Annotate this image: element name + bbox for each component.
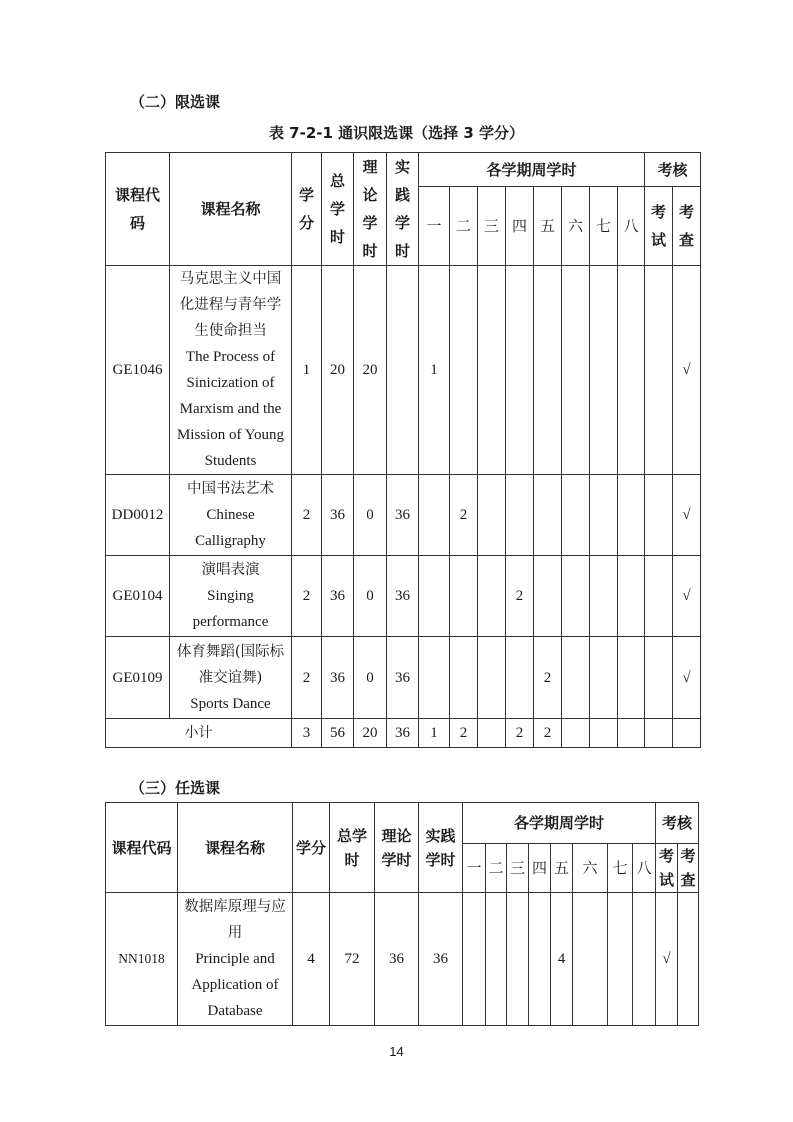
semester-2-hours <box>450 637 478 719</box>
header-semester-3: 三 <box>478 187 506 266</box>
header-total-hours: 总学时 <box>322 153 354 266</box>
exam-mark <box>645 637 673 719</box>
total-hours: 36 <box>322 556 354 637</box>
table-row <box>106 556 701 637</box>
semester-6-hours <box>562 475 590 556</box>
theory-hours: 0 <box>354 475 387 556</box>
semester-8-hours <box>618 556 645 637</box>
course-code: GE0104 <box>106 556 170 637</box>
semester-2-hours: 2 <box>450 475 478 556</box>
header-semester-5: 五 <box>534 187 562 266</box>
check-mark: √ <box>673 475 701 556</box>
course-name-cn: 体育舞蹈(国际标 <box>176 643 285 660</box>
header-semester-2: 二 <box>450 187 478 266</box>
total-hours: 20 <box>322 266 354 475</box>
practice-hours: 36 <box>387 556 419 637</box>
semester-1-hours <box>463 893 486 1026</box>
semester-2-hours <box>450 266 478 475</box>
subtotal-semester-3 <box>478 719 506 748</box>
semester-8-hours <box>618 637 645 719</box>
subtotal-total-hours: 56 <box>322 719 354 748</box>
header-semester-group: 各学期周学时 <box>419 153 645 187</box>
course-name-en: Singing <box>207 588 254 604</box>
table-row <box>106 893 699 1026</box>
total-hours: 36 <box>322 637 354 719</box>
subtotal-semester-2: 2 <box>450 719 478 748</box>
semester-7-hours <box>590 637 618 719</box>
theory-hours: 20 <box>354 266 387 475</box>
course-name-en: Chinese <box>206 507 255 523</box>
header-course-name: 课程名称 <box>170 153 292 266</box>
header-assessment-group: 考核 <box>645 153 701 187</box>
total-hours: 36 <box>322 475 354 556</box>
course-name-en: Sports Dance <box>190 695 271 712</box>
practice-hours: 36 <box>387 637 419 719</box>
credit: 2 <box>292 556 322 637</box>
header-credit: 学分 <box>293 803 330 893</box>
semester-3-hours <box>478 266 506 475</box>
course-name-cn: 数据库原理与应 <box>184 899 286 915</box>
semester-4-hours <box>529 893 551 1026</box>
course-name-cn: 马克思主义中国 <box>179 271 282 287</box>
course-code: DD0012 <box>106 475 170 556</box>
header-semester-1: 一 <box>463 844 486 893</box>
exam-mark <box>645 475 673 556</box>
semester-1-hours <box>419 556 450 637</box>
header-semester-6: 六 <box>573 844 608 893</box>
course-name <box>170 637 292 719</box>
credit: 2 <box>292 637 322 719</box>
semester-3-hours <box>507 893 529 1026</box>
course-name-en: Mission of Young <box>176 427 285 443</box>
semester-6-hours <box>573 893 608 1026</box>
practice-hours <box>387 266 419 475</box>
exam-mark: √ <box>656 893 678 1026</box>
subtotal-semester-5: 2 <box>534 719 562 748</box>
subtotal-label: 小计 <box>106 719 292 748</box>
check-mark: √ <box>673 637 701 719</box>
header-semester-group: 各学期周学时 <box>463 803 656 844</box>
practice-hours: 36 <box>419 893 463 1026</box>
subtotal-semester-6 <box>562 719 590 748</box>
semester-4-hours: 2 <box>506 556 534 637</box>
header-semester-7: 七 <box>590 187 618 266</box>
semester-5-hours <box>534 556 562 637</box>
header-check: 考查 <box>673 187 701 266</box>
header-theory-hours: 理论学时 <box>375 803 419 893</box>
semester-7-hours <box>590 556 618 637</box>
semester-3-hours <box>478 556 506 637</box>
header-check: 考查 <box>678 844 699 893</box>
table-row <box>106 475 701 556</box>
check-mark <box>678 893 699 1026</box>
subtotal-semester-8 <box>618 719 645 748</box>
header-semester-7: 七 <box>608 844 633 893</box>
semester-5-hours: 4 <box>551 893 573 1026</box>
course-name-en: Application of <box>191 977 279 993</box>
course-name-cn: 用 <box>227 925 243 941</box>
header-semester-6: 六 <box>562 187 590 266</box>
header-assessment-group: 考核 <box>656 803 699 844</box>
course-name <box>170 266 292 475</box>
section-heading-restricted-electives: （二）限选课 <box>130 93 221 111</box>
theory-hours: 0 <box>354 556 387 637</box>
course-name-en: Calligraphy <box>195 533 266 549</box>
semester-3-hours <box>478 475 506 556</box>
credit: 4 <box>293 893 330 1026</box>
semester-5-hours: 2 <box>534 637 562 719</box>
header-exam: 考试 <box>656 844 678 893</box>
header-semester-5: 五 <box>551 844 573 893</box>
course-name <box>178 893 293 1026</box>
table-row <box>106 637 701 719</box>
semester-5-hours <box>534 475 562 556</box>
header-semester-4: 四 <box>529 844 551 893</box>
semester-7-hours <box>590 266 618 475</box>
header-exam: 考试 <box>645 187 673 266</box>
subtotal-semester-7 <box>590 719 618 748</box>
free-electives-table <box>105 802 699 1026</box>
semester-7-hours <box>590 475 618 556</box>
header-course-name: 课程名称 <box>178 803 293 893</box>
subtotal-semester-4: 2 <box>506 719 534 748</box>
course-code: GE1046 <box>106 266 170 475</box>
course-name-cn: 准交谊舞) <box>198 669 263 686</box>
header-credit: 学分 <box>292 153 322 266</box>
semester-8-hours <box>618 266 645 475</box>
header-semester-8: 八 <box>618 187 645 266</box>
header-semester-4: 四 <box>506 187 534 266</box>
semester-8-hours <box>633 893 656 1026</box>
course-name-en: performance <box>192 614 269 630</box>
semester-8-hours <box>618 475 645 556</box>
subtotal-check <box>673 719 701 748</box>
course-name-cn: 中国书法艺术 <box>187 481 274 497</box>
course-name-cn: 演唱表演 <box>201 562 260 578</box>
course-name-en: Database <box>207 1003 263 1019</box>
course-name-en: Sinicization of <box>186 375 275 391</box>
semester-1-hours <box>419 475 450 556</box>
table-caption: 表 7-2-1 通识限选课（选择 3 学分） <box>268 124 525 142</box>
course-name <box>170 556 292 637</box>
credit: 2 <box>292 475 322 556</box>
header-semester-8: 八 <box>633 844 656 893</box>
semester-4-hours <box>506 266 534 475</box>
header-semester-2: 二 <box>486 844 507 893</box>
semester-3-hours <box>478 637 506 719</box>
subtotal-theory-hours: 20 <box>354 719 387 748</box>
semester-4-hours <box>506 637 534 719</box>
subtotal-credit: 3 <box>292 719 322 748</box>
check-mark: √ <box>673 266 701 475</box>
exam-mark <box>645 556 673 637</box>
course-name <box>170 475 292 556</box>
section-heading-free-electives: （三）任选课 <box>130 779 221 797</box>
header-practice-hours: 实践学时 <box>387 153 419 266</box>
subtotal-semester-1: 1 <box>419 719 450 748</box>
header-practice-hours: 实践学时 <box>419 803 463 893</box>
header-total-hours: 总学时 <box>330 803 375 893</box>
course-code: GE0109 <box>106 637 170 719</box>
practice-hours: 36 <box>387 475 419 556</box>
semester-6-hours <box>562 637 590 719</box>
header-course-code: 课程代码 <box>106 153 170 266</box>
subtotal-exam <box>645 719 673 748</box>
semester-2-hours <box>450 556 478 637</box>
page-number: 14 <box>389 1044 404 1059</box>
table-row <box>106 266 701 475</box>
restricted-electives-table <box>105 152 701 748</box>
semester-4-hours <box>506 475 534 556</box>
header-semester-3: 三 <box>507 844 529 893</box>
course-name-cn: 化进程与青年学 <box>179 297 282 313</box>
semester-1-hours <box>419 637 450 719</box>
course-name-en: Principle and <box>195 951 275 967</box>
course-name-en: Marxism and the <box>179 401 282 417</box>
credit: 1 <box>292 266 322 475</box>
check-mark: √ <box>673 556 701 637</box>
semester-1-hours: 1 <box>419 266 450 475</box>
total-hours: 72 <box>330 893 375 1026</box>
exam-mark <box>645 266 673 475</box>
header-theory-hours: 理论学时 <box>354 153 387 266</box>
semester-2-hours <box>486 893 507 1026</box>
course-name-en: The Process of <box>185 349 276 365</box>
header-course-code: 课程代码 <box>106 803 178 893</box>
theory-hours: 36 <box>375 893 419 1026</box>
semester-6-hours <box>562 266 590 475</box>
subtotal-practice-hours: 36 <box>387 719 419 748</box>
theory-hours: 0 <box>354 637 387 719</box>
header-semester-1: 一 <box>419 187 450 266</box>
semester-5-hours <box>534 266 562 475</box>
course-name-cn: 生使命担当 <box>194 323 267 339</box>
semester-7-hours <box>608 893 633 1026</box>
subtotal-row <box>106 719 701 748</box>
course-name-en: Students <box>204 453 257 469</box>
course-code: NN1018 <box>106 893 178 1026</box>
semester-6-hours <box>562 556 590 637</box>
